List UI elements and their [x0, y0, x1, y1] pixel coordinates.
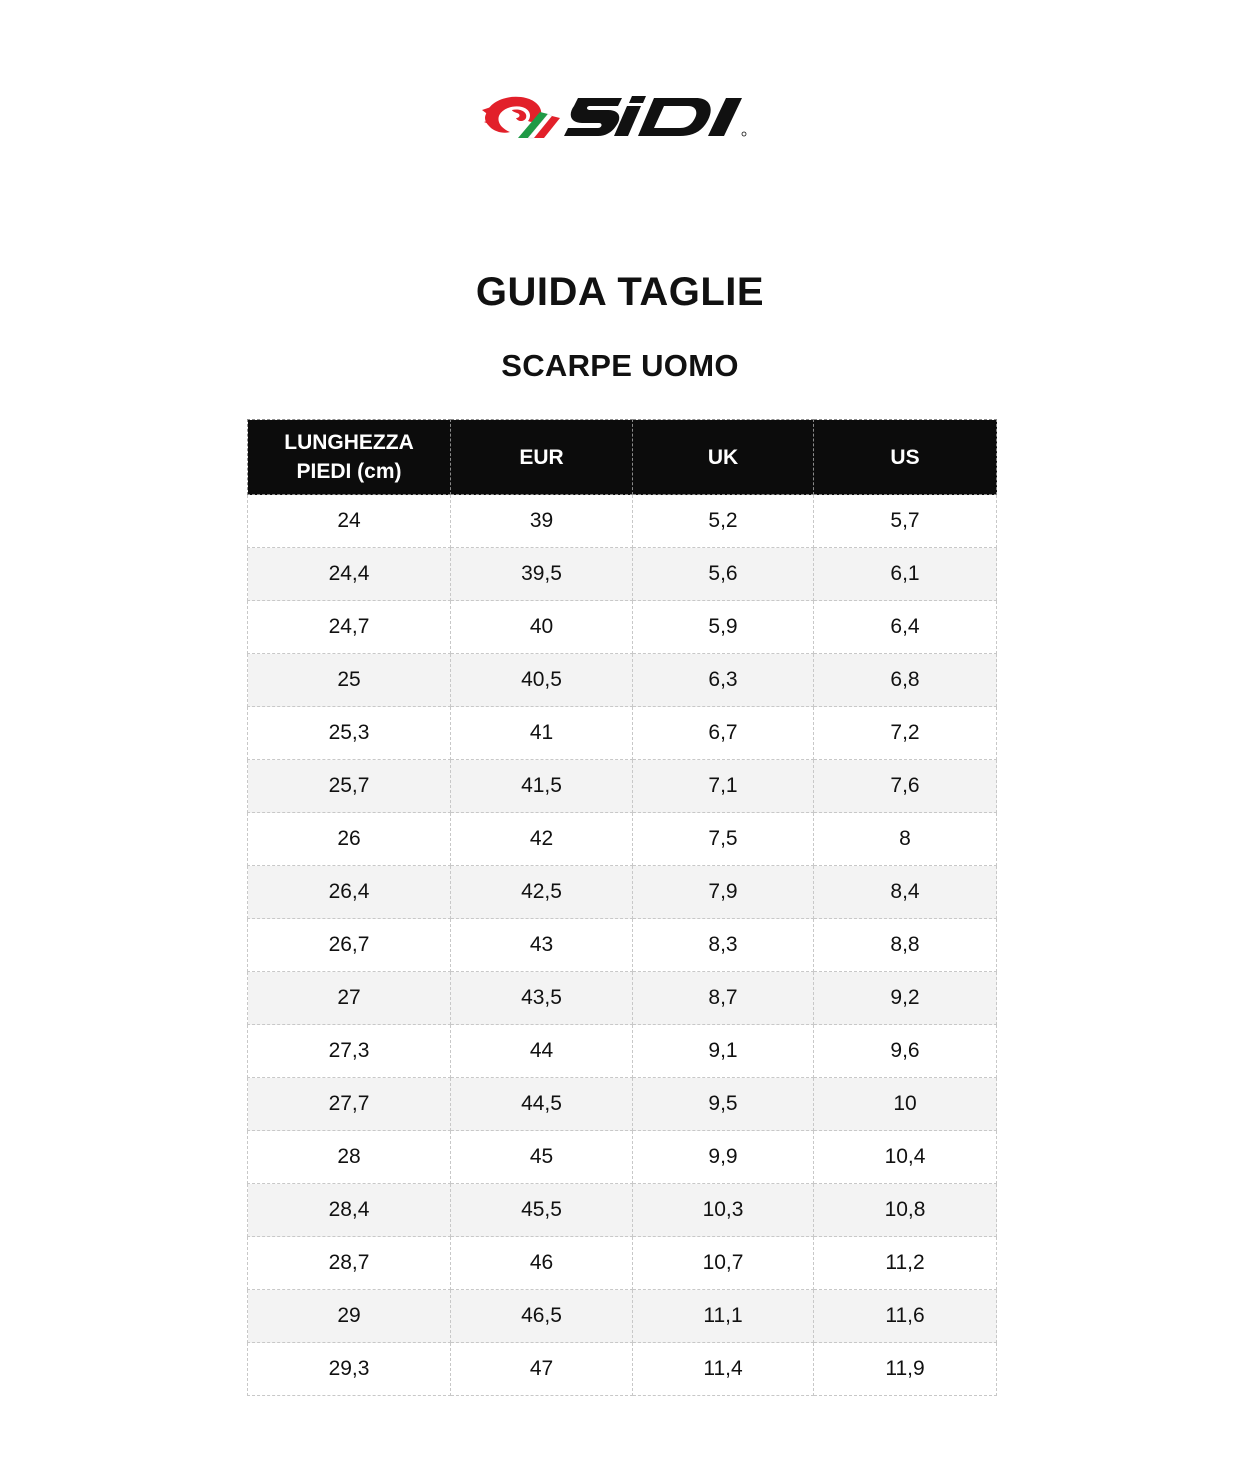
cell-uk: 11,4: [633, 1343, 814, 1396]
cell-us: 11,2: [814, 1237, 997, 1290]
table-body: [248, 495, 997, 1396]
cell-eur: 42,5: [451, 866, 633, 919]
cell-us: 9,2: [814, 972, 997, 1025]
cell-foot-length: 24: [248, 495, 451, 548]
cell-eur: 41,5: [451, 760, 633, 813]
cell-foot-length: 25,7: [248, 760, 451, 813]
cell-eur: 44: [451, 1025, 633, 1078]
cell-uk: 11,1: [633, 1290, 814, 1343]
cell-foot-length: 25,3: [248, 707, 451, 760]
cell-uk: 10,7: [633, 1237, 814, 1290]
cell-us: 11,9: [814, 1343, 997, 1396]
cell-uk: 5,6: [633, 548, 814, 601]
cell-us: 11,6: [814, 1290, 997, 1343]
cell-us: 5,7: [814, 495, 997, 548]
sidi-logo-graphic: [482, 92, 762, 142]
cell-us: 8,8: [814, 919, 997, 972]
table-header: [248, 420, 997, 495]
cell-uk: 8,7: [633, 972, 814, 1025]
cell-eur: 44,5: [451, 1078, 633, 1131]
size-chart-table: [247, 419, 997, 1396]
header-row: [248, 420, 997, 495]
cell-uk: 6,7: [633, 707, 814, 760]
cell-eur: 45,5: [451, 1184, 633, 1237]
cell-foot-length: 28,7: [248, 1237, 451, 1290]
table-row: [248, 707, 997, 760]
cell-us: 10,4: [814, 1131, 997, 1184]
cell-us: 9,6: [814, 1025, 997, 1078]
header-foot-length-line2: PIEDI (cm): [296, 460, 402, 483]
cell-foot-length: 27: [248, 972, 451, 1025]
cell-foot-length: 26,7: [248, 919, 451, 972]
table-row: [248, 1343, 997, 1396]
cell-eur: 41: [451, 707, 633, 760]
cell-uk: 10,3: [633, 1184, 814, 1237]
cell-foot-length: 27,3: [248, 1025, 451, 1078]
header-us: US: [814, 420, 997, 495]
cell-eur: 46: [451, 1237, 633, 1290]
cell-foot-length: 25: [248, 654, 451, 707]
cell-foot-length: 24,7: [248, 601, 451, 654]
cell-foot-length: 24,4: [248, 548, 451, 601]
table-row: [248, 1025, 997, 1078]
cell-eur: 39,5: [451, 548, 633, 601]
header-foot-length: [248, 420, 451, 495]
cell-us: 10,8: [814, 1184, 997, 1237]
cell-eur: 40: [451, 601, 633, 654]
cell-uk: 7,1: [633, 760, 814, 813]
cell-foot-length: 28,4: [248, 1184, 451, 1237]
cell-eur: 43: [451, 919, 633, 972]
table-row: [248, 760, 997, 813]
cell-eur: 43,5: [451, 972, 633, 1025]
table-row: [248, 1290, 997, 1343]
cell-us: 10: [814, 1078, 997, 1131]
cell-us: 8,4: [814, 866, 997, 919]
cell-eur: 47: [451, 1343, 633, 1396]
cell-us: 6,1: [814, 548, 997, 601]
table-row: [248, 813, 997, 866]
cell-eur: 39: [451, 495, 633, 548]
cell-foot-length: 28: [248, 1131, 451, 1184]
cell-uk: 9,1: [633, 1025, 814, 1078]
cell-foot-length: 27,7: [248, 1078, 451, 1131]
cell-uk: 9,5: [633, 1078, 814, 1131]
cell-uk: 5,2: [633, 495, 814, 548]
cell-uk: 9,9: [633, 1131, 814, 1184]
cell-foot-length: 26,4: [248, 866, 451, 919]
cell-us: 7,2: [814, 707, 997, 760]
table-row: [248, 972, 997, 1025]
cell-uk: 6,3: [633, 654, 814, 707]
table-row: [248, 919, 997, 972]
header-uk: UK: [633, 420, 814, 495]
table-row: [248, 1131, 997, 1184]
cell-eur: 42: [451, 813, 633, 866]
cell-us: 8: [814, 813, 997, 866]
page-title: GUIDA TAGLIE: [475, 270, 765, 314]
table-row: [248, 1237, 997, 1290]
table-row: [248, 866, 997, 919]
header-eur: EUR: [451, 420, 633, 495]
cell-uk: 8,3: [633, 919, 814, 972]
cell-eur: 45: [451, 1131, 633, 1184]
cell-uk: 5,9: [633, 601, 814, 654]
cell-foot-length: 29: [248, 1290, 451, 1343]
table-row: [248, 601, 997, 654]
table-row: [248, 548, 997, 601]
cell-eur: 46,5: [451, 1290, 633, 1343]
cell-foot-length: 29,3: [248, 1343, 451, 1396]
sidi-logo: [482, 92, 762, 142]
cell-us: 6,8: [814, 654, 997, 707]
cell-uk: 7,5: [633, 813, 814, 866]
header-foot-length-line1: LUNGHEZZA: [284, 431, 414, 454]
cell-eur: 40,5: [451, 654, 633, 707]
table-row: [248, 495, 997, 548]
cell-us: 6,4: [814, 601, 997, 654]
table-row: [248, 654, 997, 707]
cell-us: 7,6: [814, 760, 997, 813]
cell-foot-length: 26: [248, 813, 451, 866]
cell-uk: 7,9: [633, 866, 814, 919]
table-row: [248, 1078, 997, 1131]
table-row: [248, 1184, 997, 1237]
page-subtitle: SCARPE UOMO: [501, 348, 739, 383]
